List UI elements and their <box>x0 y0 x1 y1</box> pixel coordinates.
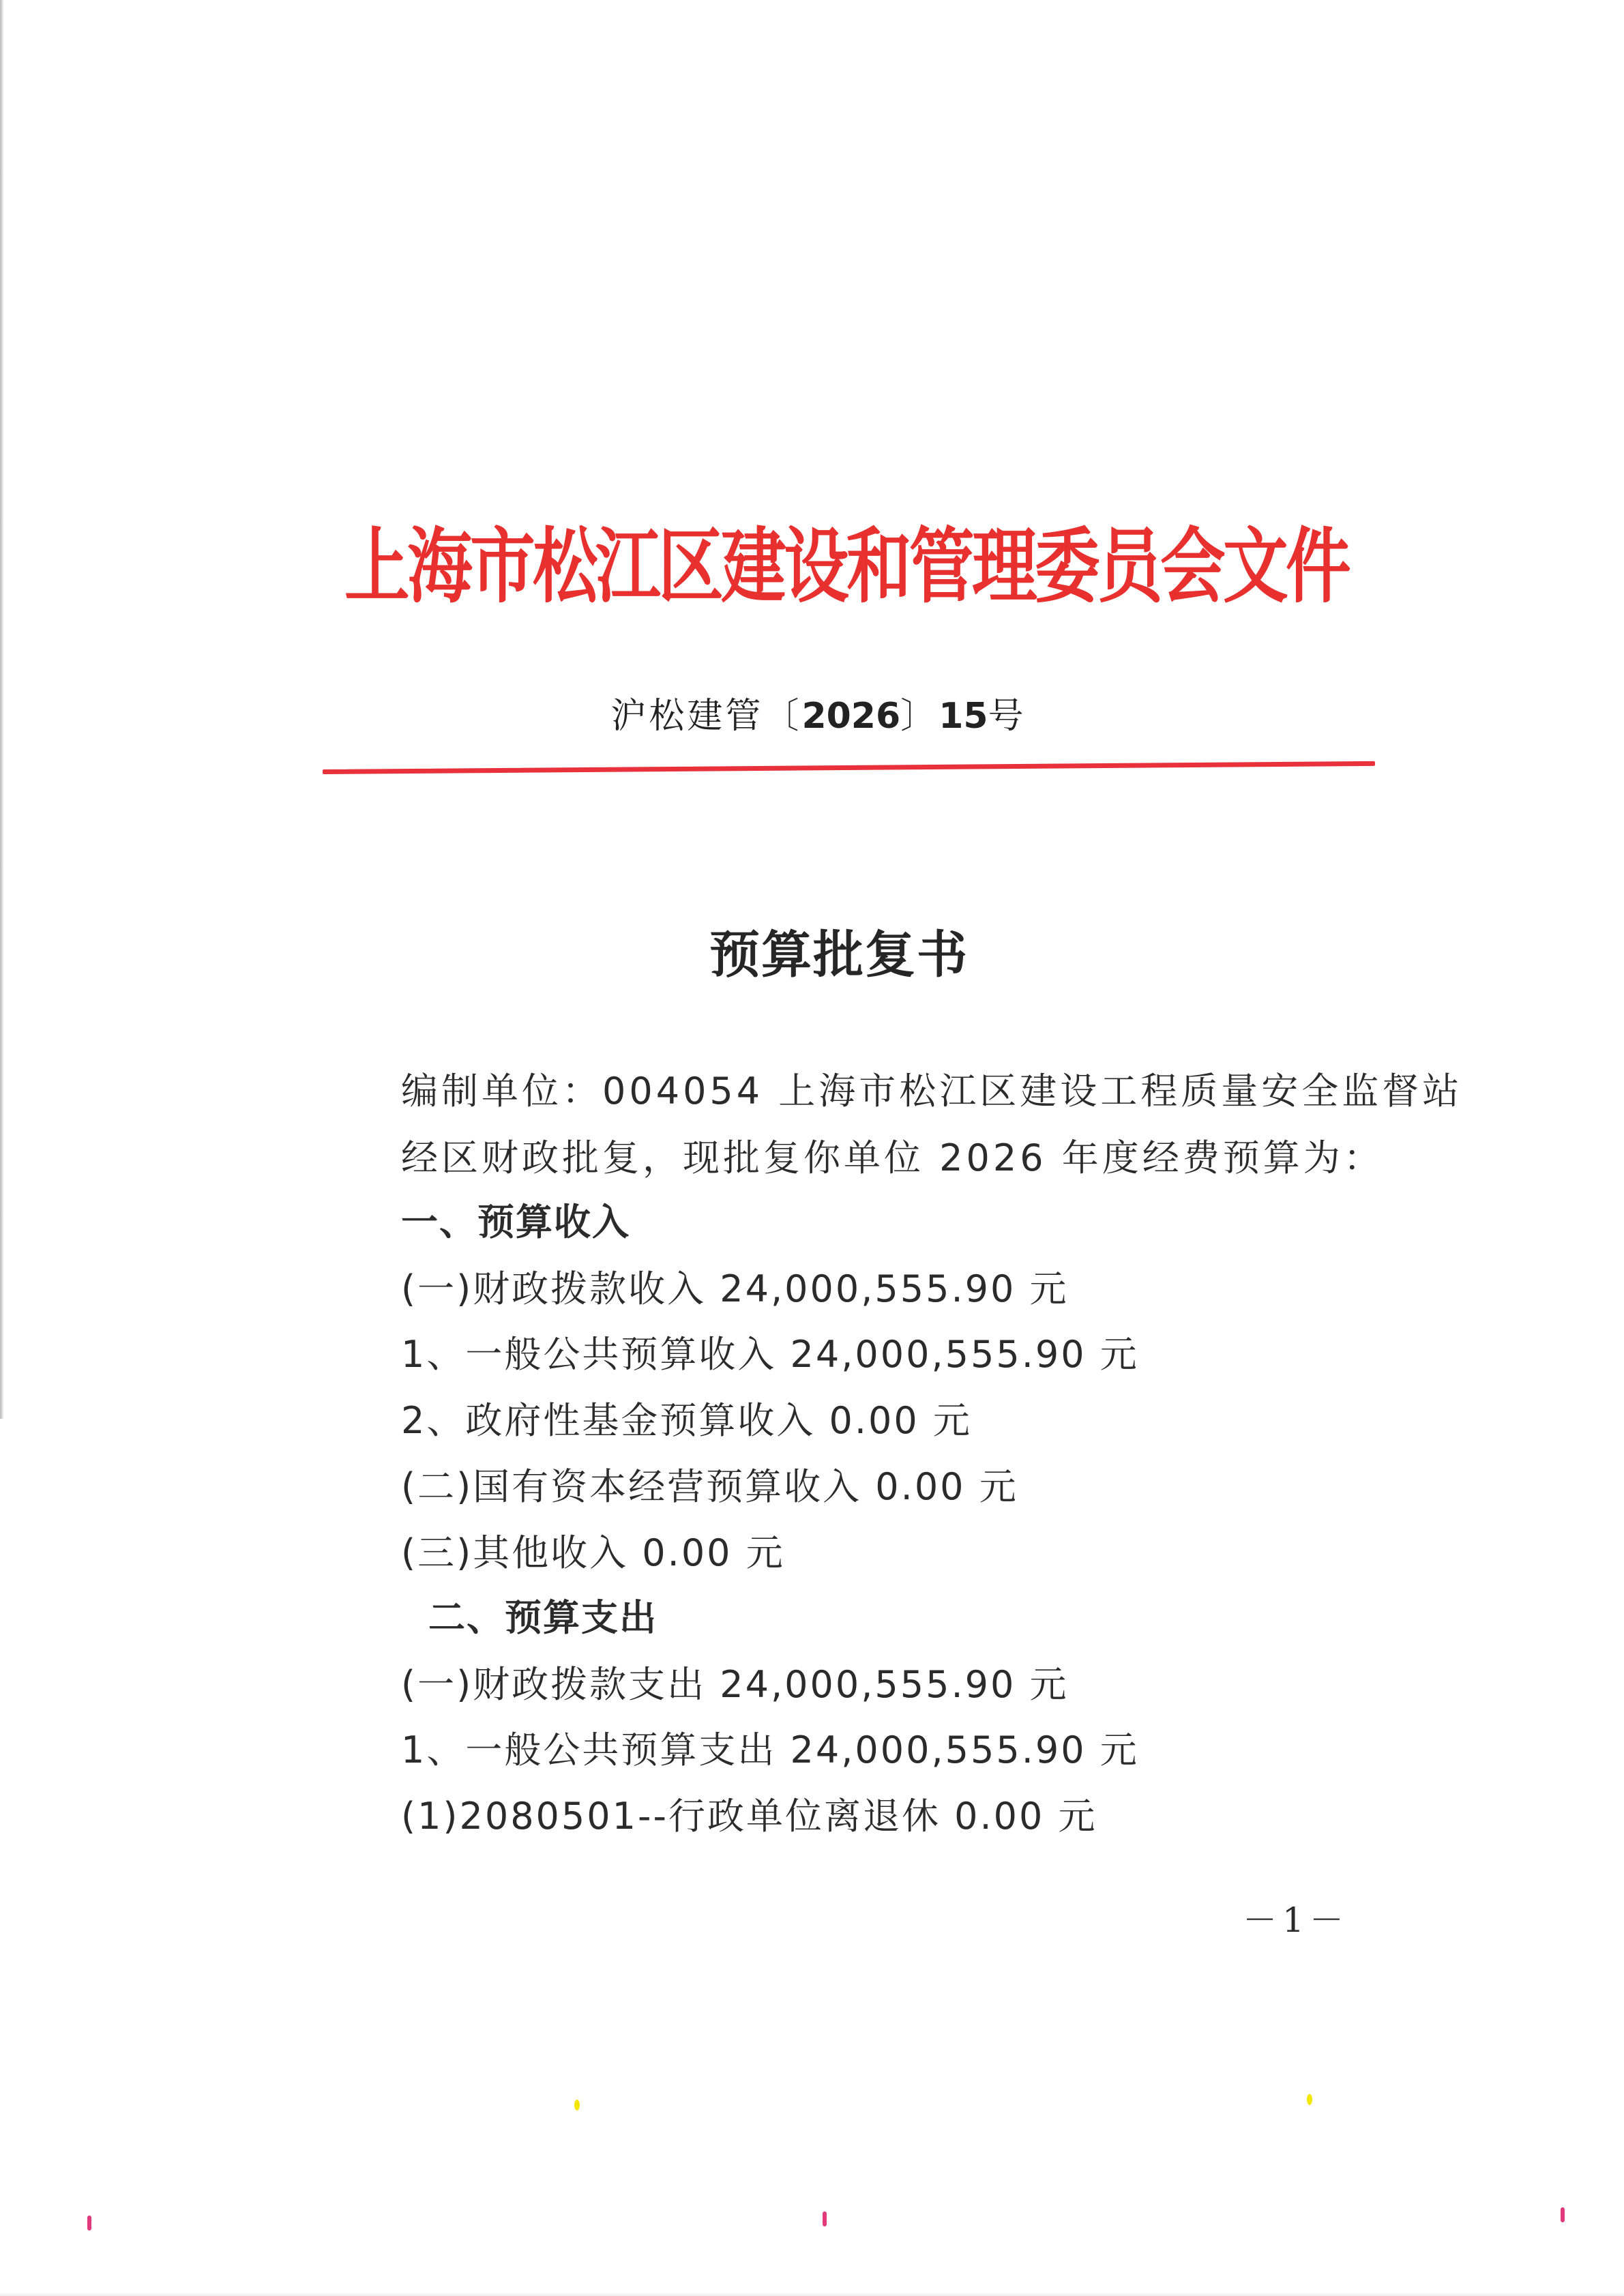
section-heading-budget-expenditure: 二、预算支出 <box>428 1596 658 1639</box>
income-other: (三)其他收入 0.00 元 <box>401 1531 785 1574</box>
body-line-compiling-unit: 编制单位：004054 上海市松江区建设工程质量安全监督站 <box>401 1070 1463 1113</box>
issuer-header-title: 上海市松江区建设和管理委员会文件 <box>344 517 1349 615</box>
red-separator-rule <box>323 761 1375 774</box>
income-government-fund-budget: 2、政府性基金预算收入 0.00 元 <box>401 1399 972 1442</box>
doc-number-seq: 15 <box>939 696 988 737</box>
doc-number-open-bracket: 〔 <box>763 696 802 737</box>
scan-artifact-yellow-dot <box>1307 2094 1312 2105</box>
scan-artifact-pink-mark <box>1561 2207 1565 2222</box>
scan-artifact-pink-mark <box>823 2211 827 2226</box>
income-fiscal-appropriation: (一)财政拨款收入 24,000,555.90 元 <box>401 1267 1069 1310</box>
scan-artifact-pink-mark <box>87 2216 91 2231</box>
body-line-approval-intro: 经区财政批复，现批复你单位 2026 年度经费预算为： <box>401 1136 1384 1179</box>
income-state-capital-budget: (二)国有资本经营预算收入 0.00 元 <box>401 1465 1018 1508</box>
expenditure-general-public-budget: 1、一般公共预算支出 24,000,555.90 元 <box>401 1728 1139 1771</box>
document-number <box>409 689 1228 744</box>
doc-number-suffix: 号 <box>988 696 1027 737</box>
expenditure-item-2080501: (1)2080501--行政单位离退休 0.00 元 <box>401 1795 1097 1838</box>
income-general-public-budget: 1、一般公共预算收入 24,000,555.90 元 <box>401 1333 1139 1376</box>
scan-artifact-yellow-dot <box>574 2100 580 2110</box>
page-number: －1－ <box>1243 1900 1349 1940</box>
expenditure-fiscal-appropriation: (一)财政拨款支出 24,000,555.90 元 <box>401 1663 1069 1706</box>
section-heading-budget-income: 一、预算收入 <box>401 1201 630 1243</box>
scan-edge-shadow <box>0 0 4 1419</box>
doc-number-close-bracket: 〕 <box>900 696 939 737</box>
doc-number-prefix: 沪松建管 <box>610 696 764 737</box>
document-title: 预算批复书 <box>709 926 969 984</box>
doc-number-year: 2026 <box>801 696 901 737</box>
scan-bottom-edge <box>0 2292 1624 2296</box>
